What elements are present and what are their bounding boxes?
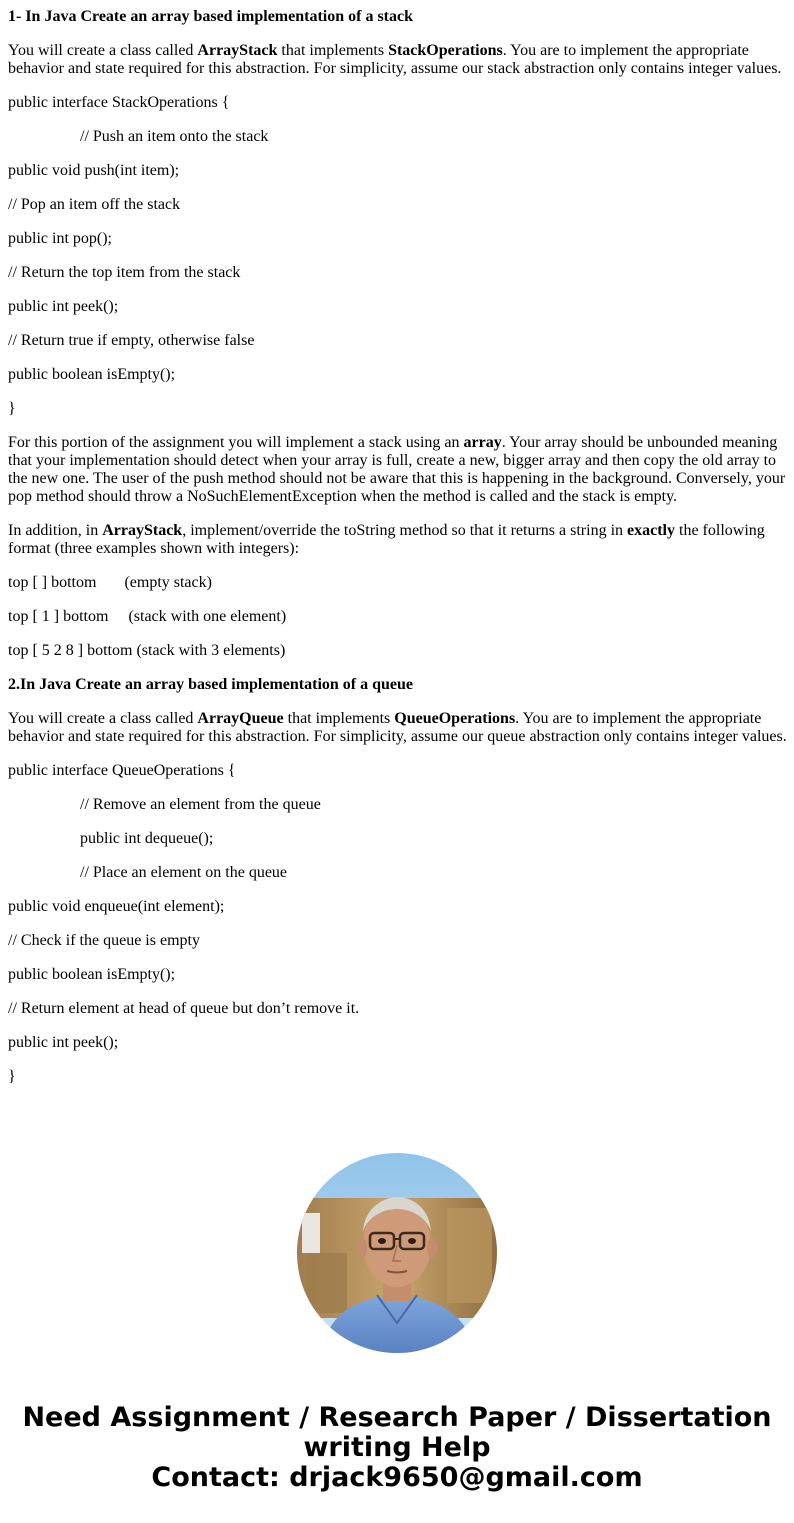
code-line: // Return element at head of queue but don’t remove it. bbox=[8, 1000, 360, 1017]
code-line: public int peek(); bbox=[8, 298, 119, 315]
section2-heading: 2.In Java Create an array based implementation of a queue bbox=[8, 676, 414, 693]
code-line: public int dequeue(); bbox=[80, 830, 214, 847]
banner-line: Need Assignment / Research Paper / Dissertation bbox=[22, 1402, 772, 1433]
code-line: public interface StackOperations { bbox=[8, 94, 230, 111]
example-line: top [ 1 ] bottom (stack with one element) bbox=[8, 608, 287, 625]
code-line: // Check if the queue is empty bbox=[8, 932, 200, 949]
section1-heading: 1- In Java Create an array based implementation of a stack bbox=[8, 8, 414, 25]
code-line: // Place an element on the queue bbox=[80, 864, 288, 881]
code-line: // Push an item onto the stack bbox=[80, 128, 269, 145]
code-line: // Remove an element from the queue bbox=[80, 796, 321, 813]
code-line: public void push(int item); bbox=[8, 162, 180, 179]
contact-banner bbox=[0, 1403, 794, 1493]
code-line: public interface QueueOperations { bbox=[8, 762, 236, 779]
section2-intro: You will create a class called ArrayQueue that implements QueueOperations. You are to implement the appropriate behavior and state required for this abstraction. For simplicity, assume our queue abstraction only contains integer values. bbox=[8, 710, 787, 745]
section1-intro: You will create a class called ArrayStack that implements StackOperations. You are to implement the appropriate behavior and state required for this abstraction. For simplicity, assume our stack abstraction only contains integer values. bbox=[8, 42, 782, 77]
code-line: public boolean isEmpty(); bbox=[8, 366, 176, 383]
code-line: } bbox=[8, 400, 16, 417]
section1-tostring-paragraph: In addition, in ArrayStack, implement/override the toString method so that it returns a string in exactly the following format (three examples shown with integers): bbox=[8, 522, 765, 557]
contact-email: Contact: drjack9650@gmail.com bbox=[151, 1462, 643, 1493]
code-line: public boolean isEmpty(); bbox=[8, 966, 176, 983]
portrait-image bbox=[297, 1153, 497, 1353]
example-line: top [ ] bottom (empty stack) bbox=[8, 574, 212, 591]
code-line: } bbox=[8, 1068, 16, 1085]
document-body bbox=[8, 0, 788, 1122]
code-line: // Return true if empty, otherwise false bbox=[8, 332, 255, 349]
code-line: public int peek(); bbox=[8, 1034, 119, 1051]
section1-array-paragraph: For this portion of the assignment you will implement a stack using an array. Your array should be unbounded meaning that your implementation should detect when your array is full, create a new, bigger array and then copy the old array to the new one. The user of the push method should not be aware that this is happening in the background. Conversely, your pop method should throw a NoSuchElementException when the method is called and the stack is empty. bbox=[8, 434, 786, 505]
code-line: // Pop an item off the stack bbox=[8, 196, 181, 213]
banner-line: writing Help bbox=[303, 1432, 491, 1463]
author-photo bbox=[297, 1153, 497, 1353]
example-line: top [ 5 2 8 ] bottom (stack with 3 elements) bbox=[8, 642, 286, 659]
code-line: public void enqueue(int element); bbox=[8, 898, 225, 915]
code-line: public int pop(); bbox=[8, 230, 112, 247]
code-line: // Return the top item from the stack bbox=[8, 264, 241, 281]
